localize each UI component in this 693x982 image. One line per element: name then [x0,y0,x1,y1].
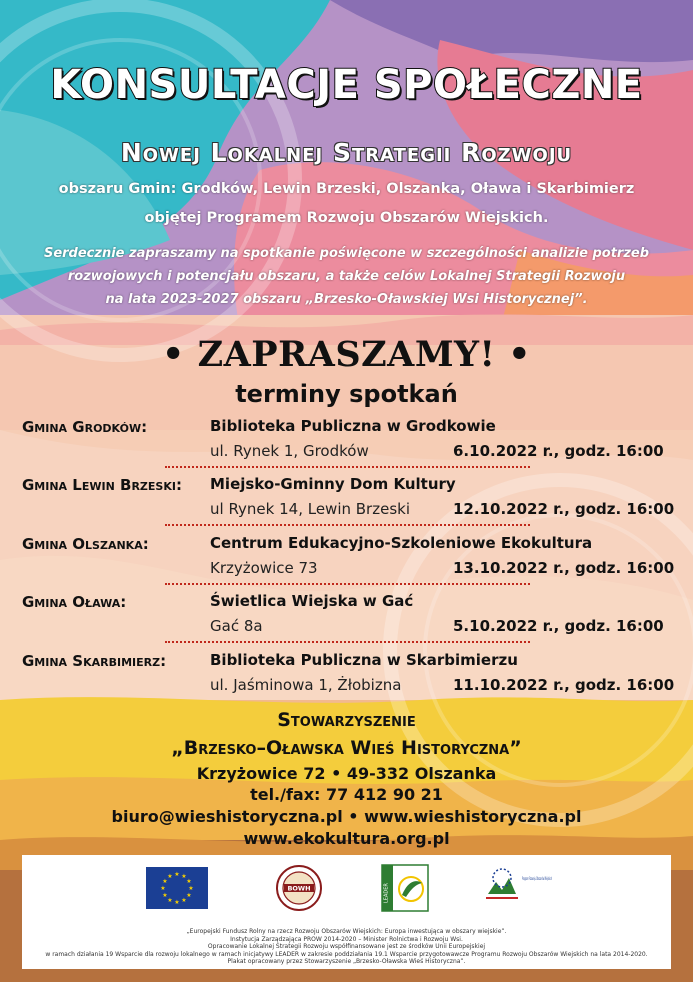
org-name-1: Stowarzyszenie [277,709,416,731]
sponsor-logos [22,855,671,927]
meeting-gmina: Gmina Oława: [22,593,127,611]
invitation-text [20,242,673,311]
dotted-divider [165,641,530,643]
leader-logo-text: LEADER [383,883,390,903]
org-phone: tel./fax: 77 412 90 21 [250,785,443,804]
program-description: objętej Programem Rozwoju Obszarów Wiejskich. [144,210,549,226]
invitation-line: Serdecznie zapraszamy na spotkanie poświęcone w szczególności analizie potrzeb [43,246,650,261]
legal-footer [22,927,671,969]
meeting-address: Gać 8a [210,617,263,635]
svg-text:★: ★ [162,892,168,899]
meeting-venue: Centrum Edukacyjno-Szkoleniowe Ekokultura [210,534,593,552]
area-description: obszaru Gmin: Grodków, Lewin Brzeski, Olszanka, Oława i Skarbimierz [58,181,635,197]
svg-text:★: ★ [174,871,180,878]
meetings-heading: terminy spotkań [235,380,458,408]
meeting-venue: Świetlica Wiejska w Gać [210,592,414,610]
svg-text:★: ★ [174,899,180,906]
meeting-gmina: Gmina Lewin Brzeski: [22,476,182,494]
invitation-line: na lata 2023-2027 obszaru „Brzesko-Oławskiej Wsi Historycznej”. [105,292,588,307]
meeting-venue: Miejsko-Gminny Dom Kultury [210,475,456,493]
invitation-heading: • ZAPRASZAMY! • [162,334,531,375]
meeting-date: 11.10.2022 r., godz. 16:00 [453,676,675,694]
dotted-divider [165,583,530,585]
svg-text:★: ★ [181,873,187,880]
meeting-row [0,476,693,536]
page-title: KONSULTACJE SPOŁECZNE [50,62,643,108]
meeting-venue: Biblioteka Publiczna w Skarbimierzu [210,651,518,669]
leader-logo-icon [380,863,430,913]
meeting-date: 12.10.2022 r., godz. 16:00 [453,500,675,518]
meeting-gmina: Gmina Skarbimierz: [22,652,167,670]
svg-text:★: ★ [181,897,187,904]
svg-text:★: ★ [167,897,173,904]
meeting-date: 6.10.2022 r., godz. 16:00 [453,442,664,460]
dotted-divider [165,466,530,468]
meeting-row [0,418,693,478]
svg-text:★: ★ [188,885,194,892]
meeting-gmina: Gmina Grodków: [22,418,148,436]
svg-text:★: ★ [167,873,173,880]
meeting-address: ul Rynek 14, Lewin Brzeski [210,500,410,518]
meeting-address: Krzyżowice 73 [210,559,318,577]
prow-logo-icon [482,864,608,912]
meeting-address: ul. Rynek 1, Grodków [210,442,369,460]
page-subtitle: Nowej Lokalnej Strategii Rozwoju [120,138,573,167]
org-name-2: „Brzesko–Oławska Wieś Historyczna” [171,737,522,759]
footer-line: Opracowanie Lokalnej Strategii Rozwoju współfinansowane jest ze środków Unii Europejskiej [207,943,486,950]
footer-line: Instytucja Zarządzająca PROW 2014-2020 – Minister Rolnictwa i Rozwoju Wsi. [230,935,463,943]
meeting-row [0,593,693,653]
svg-text:★: ★ [186,892,192,899]
footer-line: Plakat opracowany przez Stowarzyszenie „Brzesko-Oławska Wieś Historyczna”. [227,958,466,965]
footer-line: „Europejski Fundusz Rolny na rzecz Rozwoju Obszarów Wiejskich: Europa inwestująca w obszary wiejskie”. [186,928,507,935]
eu-flag-icon [146,867,208,909]
bowh-logo-icon [276,865,322,911]
meeting-venue: Biblioteka Publiczna w Grodkowie [210,417,496,435]
bowh-logo-text: BOWH [287,884,311,893]
org-website[interactable]: www.ekokultura.org.pl [243,829,450,848]
invitation-line: rozwojowych i potencjału obszaru, a także celów Lokalnej Strategii Rozwoju [67,269,626,284]
meeting-row [0,535,693,595]
meeting-address: ul. Jaśminowa 1, Żłobizna [210,676,402,694]
svg-text:★: ★ [162,878,168,885]
dotted-divider [165,524,530,526]
svg-text:★: ★ [160,885,166,892]
meeting-date: 13.10.2022 r., godz. 16:00 [453,559,675,577]
svg-text:★: ★ [186,878,192,885]
org-contact[interactable]: biuro@wieshistoryczna.pl • www.wieshistoryczna.pl [111,807,582,826]
org-address: Krzyżowice 72 • 49-332 Olszanka [196,764,497,783]
prow-logo-text: Program Rozwoju Obszarów Wiejskich [522,877,608,882]
meeting-gmina: Gmina Olszanka: [22,535,149,553]
meeting-date: 5.10.2022 r., godz. 16:00 [453,617,664,635]
footer-line: w ramach działania 19 Wsparcie dla rozwoju lokalnego w ramach inicjatywy LEADER w zakresie poddziałania 19.1 Wsparcie przygotowawcze Programu Rozwoju Obszarów Wiejskich na lata 2014-2020. [45,950,648,958]
meeting-row [0,652,693,712]
